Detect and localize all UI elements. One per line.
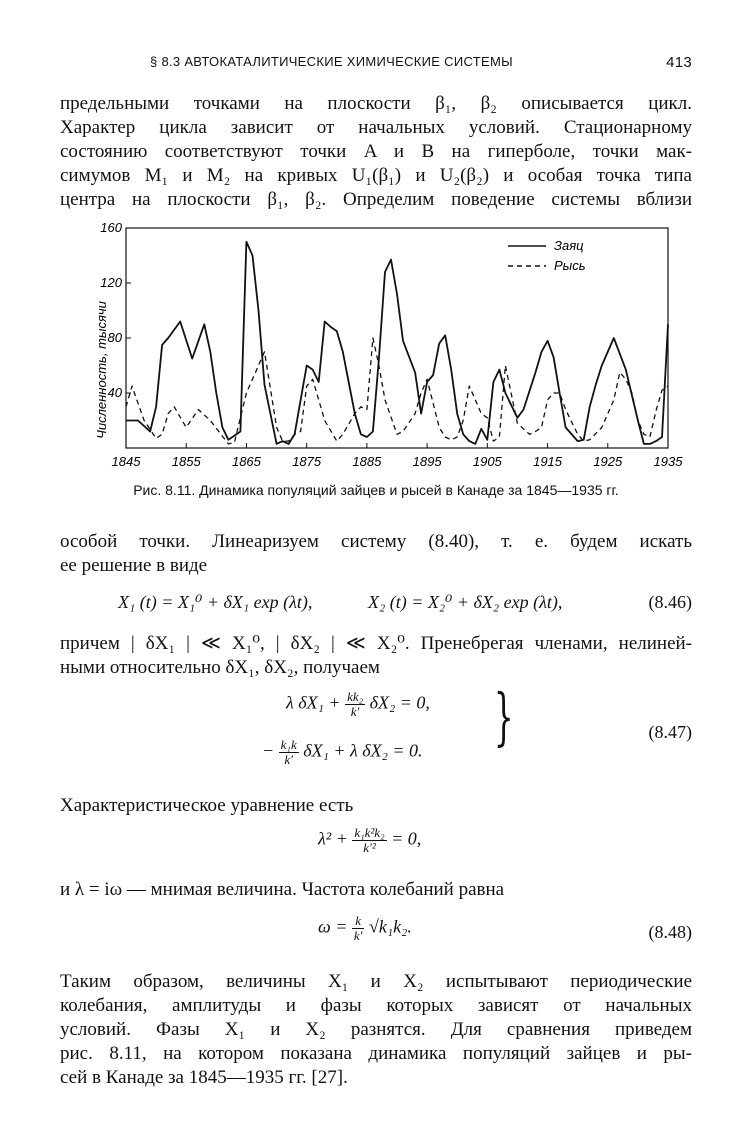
- text-line: предельными точками на плоскости β₁, β₂ описывается цикл.: [60, 93, 692, 114]
- fraction-numerator: k: [352, 914, 365, 929]
- right-brace: }: [493, 680, 514, 753]
- fraction: [352, 826, 386, 855]
- fraction-denominator: k′: [284, 752, 293, 767]
- x-tick-label: 1855: [171, 454, 201, 469]
- paragraph-1: [60, 92, 692, 212]
- eq-part: = 0,: [391, 828, 422, 849]
- text-line: и λ = iω — мнимая величина. Частота колебаний равна: [60, 879, 505, 900]
- equation-8-48: [318, 914, 412, 943]
- equation-8-46-left: X₁ (t) = X₁⁰ + δX₁ exp (λt),: [118, 592, 313, 612]
- series-line-hare: [126, 242, 668, 444]
- text-line: центра на плоскости β₁, β₂. Определим поведение системы вблизи: [60, 189, 692, 210]
- text-line: колебания, амплитуды и фазы которых зависят от начальных: [60, 995, 692, 1016]
- running-title: § 8.3 АВТОКАТАЛИТИЧЕСКИЕ ХИМИЧЕСКИЕ СИСТЕМЫ: [150, 54, 513, 69]
- paragraph-3: [60, 632, 692, 680]
- equation-number-8-47: (8.47): [648, 722, 692, 742]
- equation-number-8-48: (8.48): [648, 922, 692, 942]
- eq-part: ω =: [318, 916, 348, 937]
- text-line: сей в Канаде за 1845—1935 гг. [27].: [60, 1067, 348, 1088]
- y-tick-label: 40: [107, 385, 122, 400]
- series-layer: [126, 242, 668, 444]
- x-tick-labels: [112, 443, 684, 469]
- eq-part: λ² +: [318, 828, 348, 849]
- fraction-numerator: k₁k²k₂: [354, 825, 385, 840]
- x-tick-label: 1845: [111, 454, 141, 469]
- fraction-denominator: k′: [353, 928, 363, 943]
- fraction-denominator: k′: [350, 704, 360, 719]
- x-tick-label: 1935: [653, 454, 683, 469]
- equation-8-47-row-1: [286, 690, 430, 719]
- y-tick-label: 80: [107, 330, 122, 345]
- equation-8-46-right: X₂ (t) = X₂⁰ + δX₂ exp (λt),: [368, 592, 563, 612]
- text-line: ее решение в виде: [60, 555, 208, 576]
- eq-part: √k₁k₂.: [368, 916, 412, 937]
- legend: [508, 238, 586, 273]
- text-line: ными относительно δX₁, δX₂, получаем: [60, 657, 380, 678]
- text-line: особой точки. Линеаризуем систему (8.40), т. е. будем искать: [60, 531, 692, 552]
- x-tick-label: 1895: [412, 454, 442, 469]
- equation-8-47-row-2: [262, 738, 423, 767]
- eq-part: δX₂ = 0,: [369, 692, 430, 713]
- figure-caption: Рис. 8.11. Динамика популяций зайцев и рысей в Канаде за 1845—1935 гг.: [133, 482, 619, 498]
- population-chart: [78, 220, 683, 474]
- eq-part: −: [262, 740, 275, 761]
- text-line: Таким образом, величины X₁ и X₂ испытывают периодические: [60, 971, 692, 992]
- text-line: Характер цикла зависит от начальных условий. Стационарному: [60, 117, 692, 138]
- text-line: причем | δX₁ | ≪ X₁⁰, | δX₂ | ≪ X₂⁰. Пренебрегая членами, нелиней-: [60, 633, 692, 654]
- x-tick-label: 1925: [593, 454, 623, 469]
- fraction-denominator: k′²: [363, 840, 376, 855]
- x-tick-label: 1875: [292, 454, 322, 469]
- running-header: [60, 54, 692, 76]
- y-tick-label: 160: [100, 220, 122, 235]
- legend-label-hare: Заяц: [554, 238, 584, 253]
- equation-number-8-46: (8.46): [648, 592, 692, 612]
- fraction-numerator: kk₂: [347, 689, 364, 704]
- text-line: состоянию соответствуют точки A и B на гиперболе, точки мак-: [60, 141, 692, 162]
- text-line: Характеристическое уравнение есть: [60, 795, 354, 816]
- eq-part: δX₁ + λ δX₂ = 0.: [303, 740, 423, 761]
- y-tick-label: 120: [100, 275, 122, 290]
- x-tick-label: 1865: [231, 454, 261, 469]
- legend-label-lynx: Рысь: [554, 258, 586, 273]
- paragraph-5: [60, 878, 692, 902]
- paragraph-2: [60, 530, 692, 578]
- y-axis-label: Численность, тысячи: [94, 301, 109, 439]
- paragraph-4: [60, 794, 692, 818]
- text-line: симумов M₁ и M₂ на кривых U₁(β₁) и U₂(β₂) и особая точка типа: [60, 165, 692, 186]
- eq-part: λ δX₁ +: [286, 692, 341, 713]
- x-tick-label: 1915: [533, 454, 563, 469]
- page-number: 413: [666, 54, 692, 71]
- characteristic-equation: [318, 826, 421, 855]
- fraction: [352, 914, 365, 943]
- text-line: рис. 8.11, на котором показана динамика популяций зайцев и ры-: [60, 1043, 692, 1064]
- x-tick-label: 1905: [472, 454, 502, 469]
- text-line: условий. Фазы X₁ и X₂ разнятся. Для сравнения приведем: [60, 1019, 692, 1040]
- fraction: [279, 738, 299, 767]
- fraction-numerator: k₁k: [280, 737, 297, 752]
- x-tick-label: 1885: [352, 454, 382, 469]
- fraction: [345, 690, 365, 719]
- paragraph-6: [60, 970, 692, 1090]
